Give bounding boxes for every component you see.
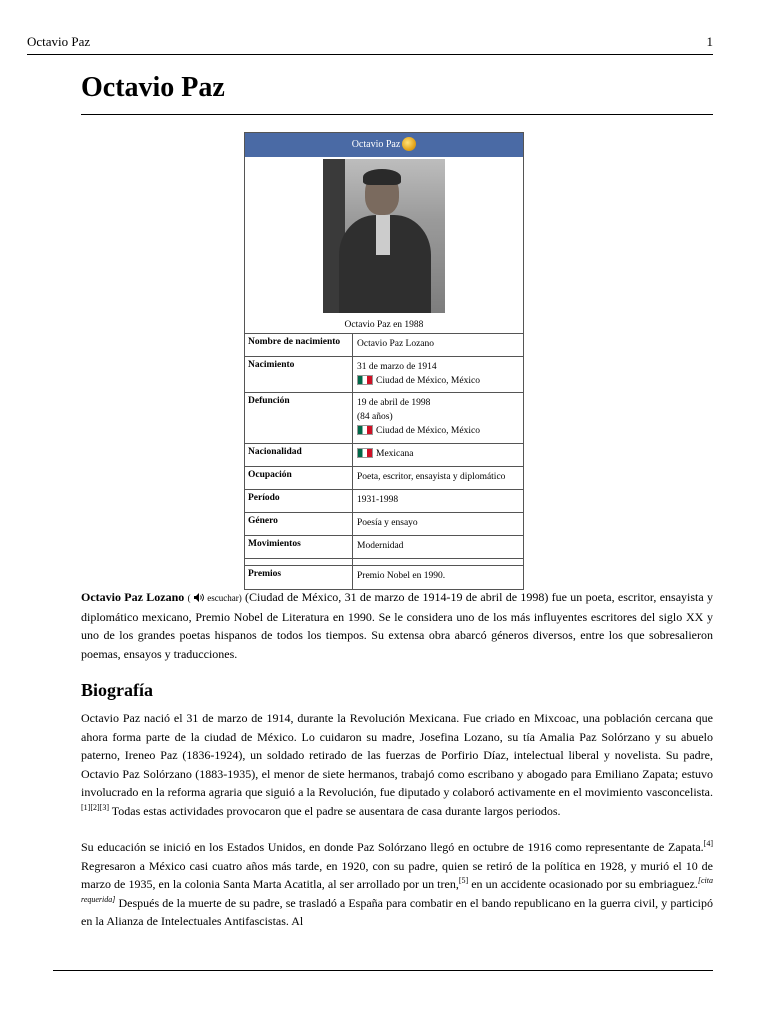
infobox-value <box>353 393 523 443</box>
portrait-photo[interactable] <box>323 159 445 313</box>
article-title: Octavio Paz <box>81 72 225 103</box>
footer-rule <box>53 970 713 971</box>
bio-text: Su educación se inició en los Estados Unidos, en donde Paz Solórzano llegó en octubre de 1916 como representante de Zapata. <box>81 840 704 854</box>
nationality-value[interactable]: Mexicana <box>376 449 414 459</box>
infobox-value: Poeta, escritor, ensayista y diplomático <box>357 472 506 482</box>
infobox-label: Ocupación <box>245 467 353 489</box>
infobox-label: Nacimiento <box>245 357 353 392</box>
infobox-heading-text: Octavio Paz <box>351 139 401 150</box>
death-place[interactable]: Ciudad de México, México <box>376 426 480 436</box>
bio-text: Todas estas actividades provocaron que el padre se ausentara de casa durante largos periodos. <box>108 803 561 818</box>
nobel-medal-icon <box>402 137 416 151</box>
infobox-label: Período <box>245 490 353 512</box>
biography-paragraph-2 <box>81 838 713 931</box>
infobox-value[interactable]: Modernidad <box>357 541 404 551</box>
infobox-row-occupation <box>245 466 523 489</box>
citation-link[interactable]: [5] <box>458 876 469 885</box>
subject-name: Octavio Paz Lozano <box>81 590 185 604</box>
mexico-flag-icon <box>357 448 373 458</box>
intro-text: (Ciudad de México, 31 de marzo de 1914-19 de abril de 1998) fue un poeta, escritor, ensayista y diplomático mexicano, Premio Nobel de Literatura en 1990. Se le considera uno de los más influyentes escritores del siglo XX y uno de los grandes poetas hispanos de todos los tiempos. Su extensa obra abarcó géneros diversos, entre los que sobresalieron poemas, ensayos y traducciones. <box>81 590 714 661</box>
infobox-row-genre <box>245 512 523 535</box>
bio-text: en un accidente ocasionado por su embriaguez. <box>468 877 698 891</box>
photo-caption: Octavio Paz en 1988 <box>344 320 424 330</box>
citation-link[interactable]: [4] <box>703 839 713 848</box>
infobox-value: Octavio Paz Lozano <box>357 339 435 349</box>
citation-link[interactable]: [1][2][3] <box>81 802 109 812</box>
infobox-value[interactable]: Poesía y ensayo <box>357 518 418 528</box>
infobox-row-birth-name <box>245 333 523 356</box>
infobox-row-empty <box>245 558 523 565</box>
infobox-label <box>245 559 353 565</box>
intro-paragraph <box>81 588 713 663</box>
infobox-label: Movimientos <box>245 536 353 558</box>
death-date[interactable]: 19 de abril de 1998 <box>357 398 431 408</box>
infobox-value <box>353 559 523 565</box>
mexico-flag-icon <box>357 375 373 385</box>
running-header <box>27 34 713 52</box>
age-at-death: (84 años) <box>357 412 393 422</box>
infobox-row-movements <box>245 535 523 558</box>
infobox-row-awards <box>245 565 523 589</box>
infobox-value <box>353 444 523 466</box>
infobox-heading <box>245 133 523 157</box>
infobox-label: Nacionalidad <box>245 444 353 466</box>
section-heading-biografia: Biografía <box>81 680 153 700</box>
infobox-label: Nombre de nacimiento <box>245 334 353 356</box>
speaker-icon[interactable] <box>194 593 204 602</box>
infobox-value[interactable]: Premio Nobel en 1990. <box>357 571 446 581</box>
infobox-row-period <box>245 489 523 512</box>
infobox <box>244 132 524 590</box>
bio-text: Después de la muerte de su padre, se trasladó a España para combatir en el bando republicano en la guerra civil, y participó en la Alianza de Intelectuales Antifascistas. Al <box>81 895 713 928</box>
infobox-photo-area <box>245 157 523 317</box>
birth-date[interactable]: 31 de marzo de 1914 <box>357 362 437 372</box>
page-number: 1 <box>706 34 713 49</box>
bio-text: Regresaron a México casi cuatro años más tarde, en 1920, con su padre, quien se retiró de la política en 1928, y murió el 10 de marzo de 1935, en la colonia Santa Marta Acatitla, al ser arrollado por un tren, <box>81 858 713 891</box>
infobox-row-death <box>245 392 523 443</box>
listen-open-paren: ( <box>187 593 191 603</box>
birth-place[interactable]: Ciudad de México, México <box>376 376 480 386</box>
citation-needed-link[interactable]: [cita requerida] <box>81 876 713 904</box>
infobox-label: Defunción <box>245 393 353 443</box>
biography-paragraph-1 <box>81 709 713 820</box>
mexico-flag-icon <box>357 425 373 435</box>
infobox-label: Premios <box>245 566 353 589</box>
infobox-value <box>353 357 523 392</box>
running-title: Octavio Paz <box>27 34 91 49</box>
bio-text: Octavio Paz nació el 31 de marzo de 1914, durante la Revolución Mexicana. Fue criado en Mixcoac, una población cercana que ahora forma parte de la ciudad de México. Lo cuidaron su madre, Josefina Lozano, su tía Amalia Paz Solórzano y su abuelo paterno, Ireneo Paz (1836-1924), un soldado retirado de las fuerzas de Porfirio Díaz, intelectual liberal y novelista. Su padre, Octavio Paz Solórzano (1883-1935), el menor de siete hermanos, trabajó como escribano y abogado para Emiliano Zapata; estuvo involucrado en la reforma agraria que siguió a la Revolución, fue diputado y colaboró activamente en el movimiento vasconcelista. <box>81 711 713 799</box>
infobox-row-birth <box>245 356 523 392</box>
title-rule <box>81 114 713 115</box>
infobox-row-nationality <box>245 443 523 466</box>
infobox-label: Género <box>245 513 353 535</box>
header-rule <box>27 54 713 55</box>
infobox-value: 1931-1998 <box>357 495 399 505</box>
listen-link[interactable]: escuchar) <box>207 593 242 603</box>
